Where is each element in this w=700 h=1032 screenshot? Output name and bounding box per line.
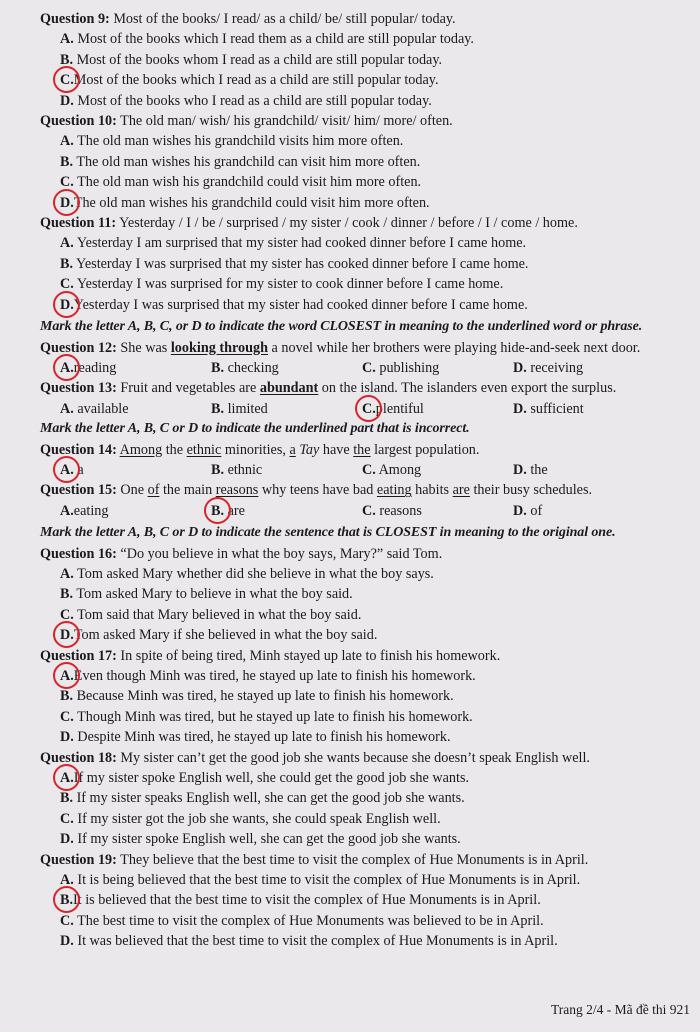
q10-option-c: C. The old man wish his grandchild could visit him more often.	[60, 174, 422, 191]
q16-option-a: A. Tom asked Mary whether did she believe in what the boy says.	[60, 565, 434, 582]
q9-option-b: B. Most of the books whom I read as a child are still popular today.	[60, 51, 443, 68]
instruction-incorrect-part: Mark the letter A, B, C or D to indicate the underlined part that is incorrect.	[40, 421, 470, 437]
q16-option-b: B. Tom asked Mary to believe in what the boy said.	[60, 586, 353, 603]
q19-option-b: B.It is believed that the best time to visit the complex of Hue Monuments is in April.	[40, 890, 684, 910]
answer-circle: A.	[60, 666, 74, 686]
question-13: Question 13: Fruit and vegetables are abundant on the island. The islanders even export the surplus.	[40, 380, 617, 397]
question-14: Question 14: Among the ethnic minorities, a Tay have the largest population.	[40, 441, 480, 458]
answer-circle: C.	[60, 70, 74, 90]
q13-option-c: C.plentiful	[362, 399, 513, 419]
q18-option-c: C. If my sister got the job she wants, she could speak English well.	[60, 810, 441, 827]
answer-circle: C.	[362, 399, 376, 419]
question-18: Question 18: My sister can’t get the good job she wants because she doesn’t speak English well.	[40, 749, 590, 766]
q12-options	[40, 358, 684, 378]
q9-option-a: A. Most of the books which I read them as a child are still popular today.	[60, 31, 474, 48]
q18-option-b: B. If my sister speaks English well, she can get the good job she wants.	[60, 790, 465, 807]
q19-option-a: A. It is being believed that the best time to visit the complex of Hue Monuments is in April.	[60, 872, 581, 889]
answer-circle: D.	[60, 625, 74, 645]
q12-option-b: B. checking	[211, 359, 279, 376]
q17-option-d: D. Despite Minh was tired, he stayed up late to finish his homework.	[60, 729, 451, 746]
q18-option-d: D. If my sister spoke English well, she can get the good job she wants.	[60, 831, 461, 848]
q17-option-a: A.Even though Minh was tired, he stayed up late to finish his homework.	[40, 666, 684, 686]
q10-option-a: A. The old man wishes his grandchild visits him more often.	[60, 133, 404, 150]
q12-option-d: D. receiving	[513, 359, 584, 376]
answer-circle: A.	[60, 358, 74, 378]
q13-options	[40, 399, 684, 419]
answer-circle: B.	[211, 501, 224, 521]
q14-option-c: C. Among	[362, 461, 422, 478]
q16-option-c: C. Tom said that Mary believed in what the boy said.	[60, 606, 362, 623]
q16-option-d: D.Tom asked Mary if she believed in what the boy said.	[40, 625, 684, 645]
q9-option-c: C.Most of the books which I read as a child are still popular today.	[40, 70, 684, 90]
question-16: Question 16: “Do you believe in what the boy says, Mary?” said Tom.	[40, 545, 443, 562]
q19-option-d: D. It was believed that the best time to visit the complex of Hue Monuments is in April.	[60, 933, 558, 950]
instruction-closest-word: Mark the letter A, B, C, or D to indicate the word CLOSEST in meaning to the underlined word or phrase.	[40, 319, 643, 335]
page-footer: Trang 2/4 - Mã đề thi 921	[551, 1002, 690, 1017]
question-11: Question 11: Yesterday / I / be / surprised / my sister / cook / dinner / before / I / come / home.	[40, 215, 578, 232]
q11-option-a: A. Yesterday I am surprised that my sister had cooked dinner before I came home.	[60, 235, 527, 252]
q13-option-a: A. available	[60, 400, 129, 417]
q15-option-a: A.eating	[60, 502, 109, 519]
answer-circle: A.	[60, 768, 74, 788]
q10-option-b: B. The old man wishes his grandchild can visit him more often.	[60, 153, 421, 170]
q11-option-d: D.Yesterday I was surprised that my sister had cooked dinner before I came home.	[40, 295, 684, 315]
q11-option-b: B. Yesterday I was surprised that my sister has cooked dinner before I came home.	[60, 255, 529, 272]
underlined-word: abundant	[259, 380, 319, 397]
question-19: Question 19: They believe that the best time to visit the complex of Hue Monuments is in April.	[40, 851, 589, 868]
q11-option-c: C. Yesterday I was surprised for my sister to cook dinner before I came home.	[60, 276, 504, 293]
q14-options	[40, 460, 684, 480]
q9-option-d: D. Most of the books who I read as a child are still popular today.	[60, 92, 432, 109]
q14-option-a: A. a	[60, 460, 211, 480]
q15-option-c: C. reasons	[362, 502, 422, 519]
answer-circle: D.	[60, 193, 74, 213]
q10-option-d: D.The old man wishes his grandchild could visit him more often.	[40, 193, 684, 213]
q17-option-b: B. Because Minh was tired, he stayed up late to finish his homework.	[60, 688, 454, 705]
question-10: Question 10: The old man/ wish/ his grandchild/ visit/ him/ more/ often.	[40, 113, 453, 130]
underlined-phrase: looking through	[170, 339, 268, 356]
q17-option-c: C. Though Minh was tired, but he stayed up late to finish his homework.	[60, 708, 473, 725]
question-17: Question 17: In spite of being tired, Minh stayed up late to finish his homework.	[40, 647, 501, 664]
q18-option-a: A.If my sister spoke English well, she could get the good job she wants.	[40, 768, 684, 788]
question-9: Question 9: Most of the books/ I read/ as a child/ be/ still popular/ today.	[40, 11, 456, 27]
q15-option-b: B. are	[211, 501, 362, 521]
instruction-closest-sentence: Mark the letter A, B, C or D to indicate the sentence that is CLOSEST in meaning to the original one.	[40, 525, 616, 541]
q15-options	[40, 501, 684, 521]
q12-option-c: C. publishing	[362, 359, 440, 376]
answer-circle: D.	[60, 295, 74, 315]
answer-circle: B.	[60, 890, 73, 910]
q19-option-c: C. The best time to visit the complex of Hue Monuments was believed to be in April.	[60, 912, 544, 929]
q15-option-d: D. of	[513, 502, 543, 519]
q13-option-d: D. sufficient	[513, 400, 584, 417]
q14-option-b: B. ethnic	[211, 461, 263, 478]
answer-circle: A.	[60, 460, 74, 480]
q13-option-b: B. limited	[211, 400, 268, 417]
question-12: Question 12: She was looking through a novel while her brothers were playing hide-and-seek next door.	[40, 339, 641, 356]
q12-option-a: A.reading	[60, 358, 211, 378]
q14-option-d: D. the	[513, 461, 548, 478]
question-15: Question 15: One of the main reasons why teens have bad eating habits are their busy schedules.	[40, 482, 593, 499]
